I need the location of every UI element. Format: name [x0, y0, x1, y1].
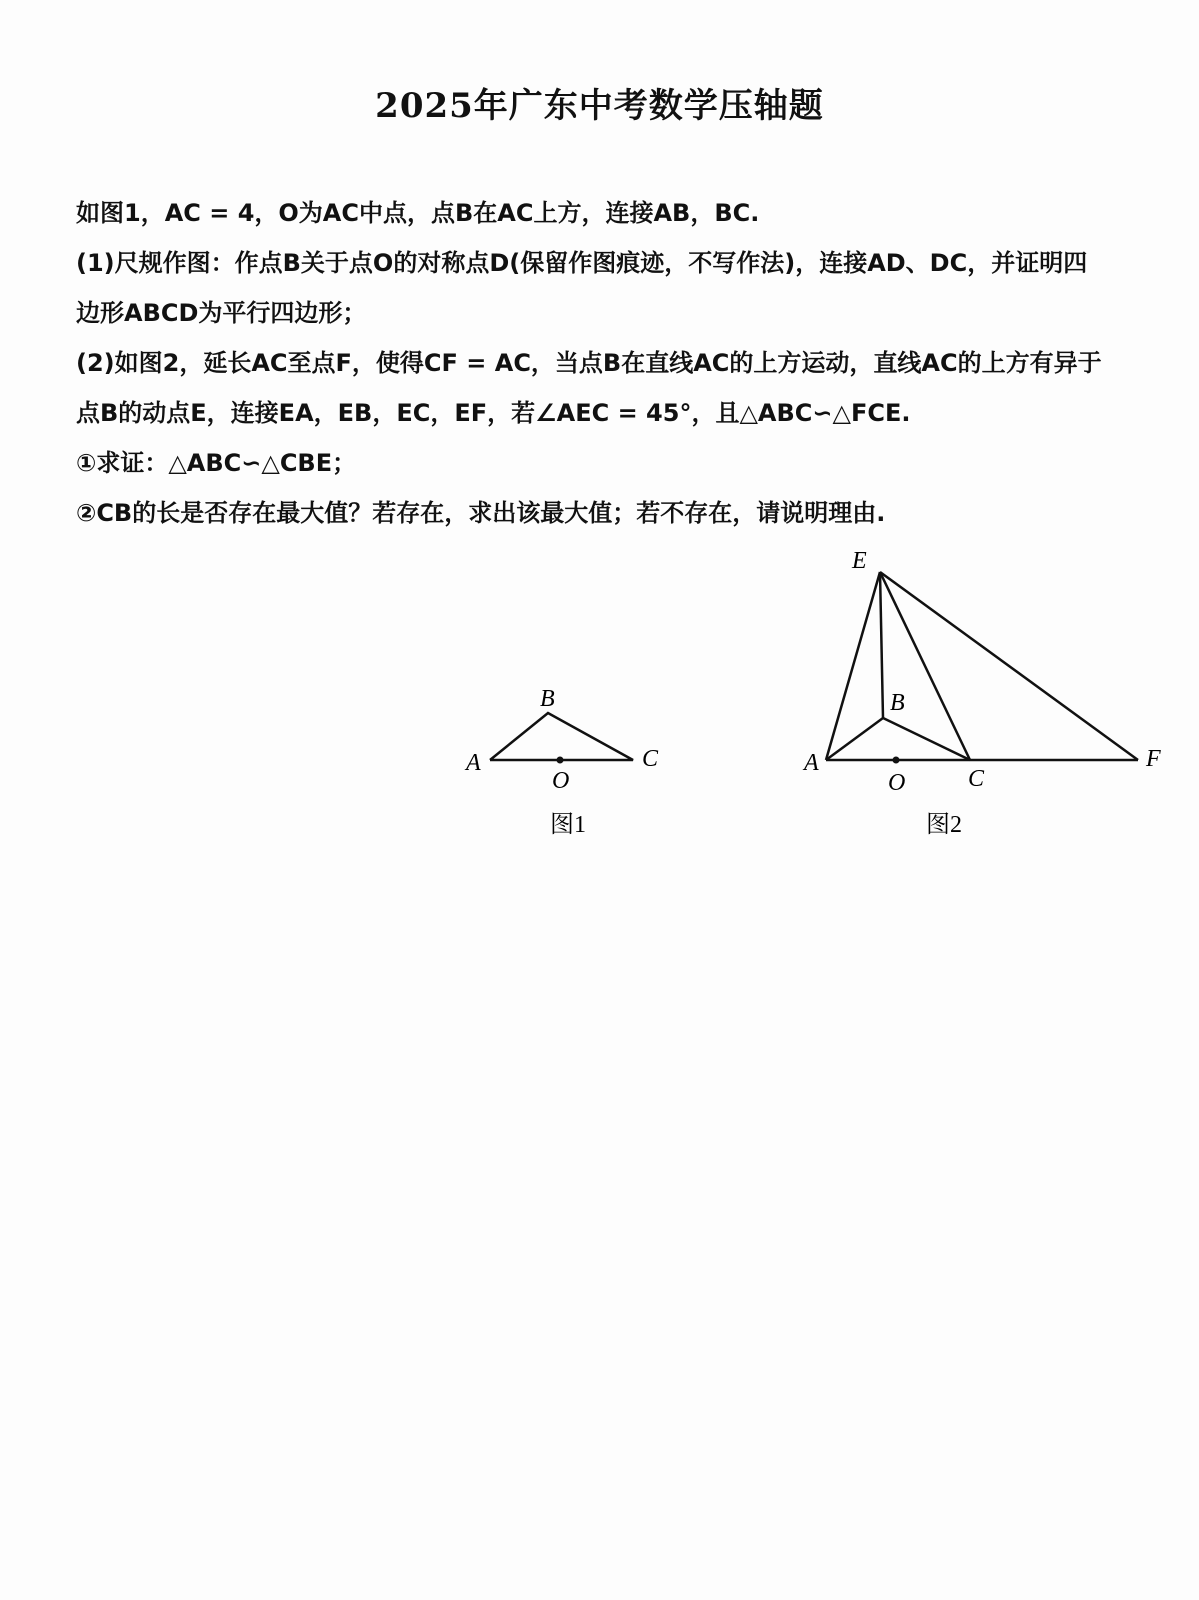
fig2-label-e: E: [852, 548, 867, 574]
part1-line2: 边形ABCD为平行四边形；: [76, 299, 367, 327]
fig2-label-a: A: [804, 750, 819, 776]
fig1-point-o: [557, 757, 564, 764]
fig1-label-c: C: [642, 746, 659, 772]
page-title: 2025年广东中考数学压轴题: [375, 86, 824, 126]
fig1-triangle-abc: [490, 713, 633, 760]
problem-intro: 如图1，AC = 4，O为AC中点，点B在AC上方，连接AB，BC.: [76, 199, 760, 227]
fig2-label-b: B: [890, 690, 905, 716]
fig2-label-f: F: [1146, 746, 1161, 772]
figure-1: [490, 713, 633, 764]
fig2-label-c: C: [968, 766, 985, 792]
part2-line1: (2)如图2，延长AC至点F，使得CF = AC，当点B在直线AC的上方运动，直线AC的上方有异于: [76, 349, 1102, 377]
fig1-label-a: A: [466, 750, 481, 776]
fig2-segment-ef: [880, 572, 1138, 760]
fig1-caption: 图1: [550, 812, 586, 838]
subquestion-1: ①求证：△ABC∽△CBE；: [76, 449, 357, 477]
fig2-segment-ab: [826, 718, 883, 760]
fig2-segment-ea: [826, 572, 880, 760]
part2-line2: 点B的动点E，连接EA，EB，EC，EF，若∠AEC = 45°，且△ABC∽△FCE.: [76, 399, 911, 427]
fig2-label-o: O: [888, 770, 906, 796]
fig2-caption: 图2: [926, 812, 962, 838]
fig2-segment-bc: [883, 718, 970, 760]
subquestion-2: ②CB的长是否存在最大值？若存在，求出该最大值；若不存在，请说明理由.: [76, 499, 886, 527]
part1-line1: (1)尺规作图：作点B关于点O的对称点D(保留作图痕迹，不写作法)，连接AD、DC，并证明四: [76, 249, 1088, 277]
fig1-label-o: O: [552, 768, 570, 794]
figure-2: [826, 572, 1138, 764]
fig1-label-b: B: [540, 686, 555, 712]
fig2-point-o: [893, 757, 900, 764]
fig2-segment-eb: [880, 572, 883, 718]
fig2-segment-ec: [880, 572, 970, 760]
